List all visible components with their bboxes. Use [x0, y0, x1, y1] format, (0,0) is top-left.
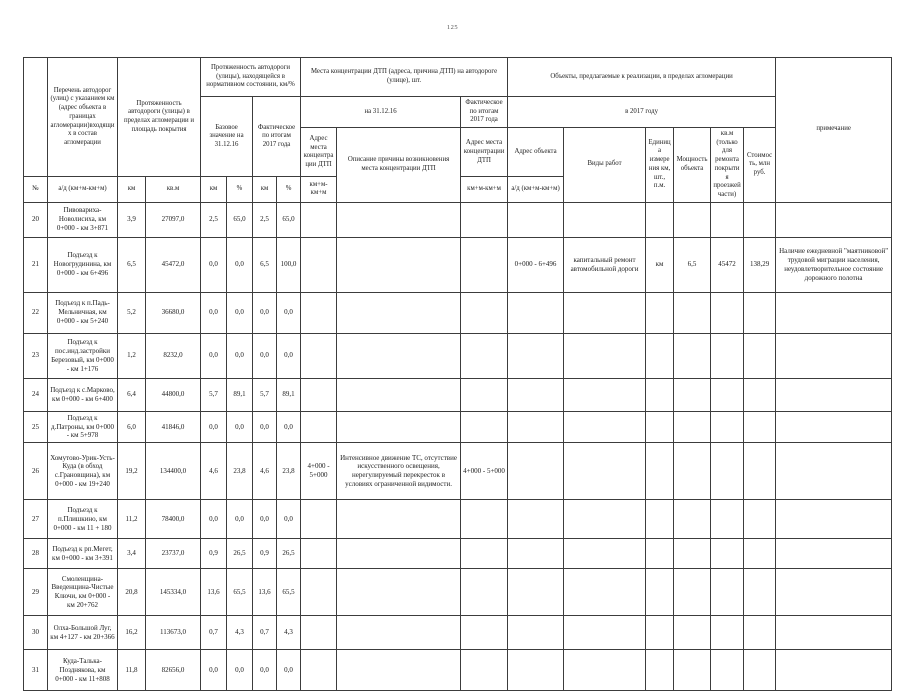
cell-fact-pct: 0,0	[277, 650, 301, 691]
cell-repair-area	[711, 539, 744, 569]
cell-base-pct: 0,0	[227, 333, 253, 378]
cell-row-number: 20	[24, 202, 48, 237]
header-roads-list: Перечень автодорог (улиц) с указанием км (адрес объекта в границах агломерации)входящих в состав агломерации	[48, 58, 118, 177]
cell-works	[564, 202, 646, 237]
cell-power: 6,5	[674, 237, 711, 292]
cell-dtp-addr-2016	[301, 237, 337, 292]
cell-fact-pct: 0,0	[277, 411, 301, 443]
cell-unit	[646, 539, 674, 569]
cell-fact-km: 0,0	[253, 292, 277, 333]
cell-length-km: 3,4	[118, 539, 146, 569]
header-fact-value: Фактическое по итогам 2017 года	[253, 97, 301, 177]
cell-note	[776, 202, 892, 237]
cell-dtp-addr-2017	[461, 202, 508, 237]
cell-dtp-addr-2016	[301, 569, 337, 616]
cell-cost	[744, 443, 776, 500]
cell-base-km: 0,9	[201, 539, 227, 569]
cell-dtp-reason	[337, 569, 461, 616]
unit-object-addr: а/д (км+м-км+м)	[508, 177, 564, 202]
cell-fact-km: 2,5	[253, 202, 277, 237]
cell-cost	[744, 569, 776, 616]
cell-dtp-addr-2016	[301, 378, 337, 411]
cell-length-km: 6,4	[118, 378, 146, 411]
cell-length-km: 11,8	[118, 650, 146, 691]
cell-area-sqm: 134400,0	[146, 443, 201, 500]
cell-row-number: 31	[24, 650, 48, 691]
table-row	[24, 378, 892, 411]
cell-unit	[646, 378, 674, 411]
cell-power	[674, 378, 711, 411]
cell-row-number: 23	[24, 333, 48, 378]
cell-repair-area	[711, 443, 744, 500]
cell-unit: км	[646, 237, 674, 292]
cell-unit	[646, 443, 674, 500]
cell-length-km: 19,2	[118, 443, 146, 500]
cell-area-sqm: 36680,0	[146, 292, 201, 333]
cell-unit	[646, 333, 674, 378]
cell-works	[564, 292, 646, 333]
cell-dtp-reason	[337, 539, 461, 569]
cell-unit	[646, 411, 674, 443]
cell-road-name: Смоленщина-Введенщина-Чистые Ключи, км 0+000 - км 20+762	[48, 569, 118, 616]
cell-fact-km: 0,7	[253, 616, 277, 650]
table-body	[24, 202, 892, 691]
cell-works	[564, 378, 646, 411]
header-power: Мощность объекта	[674, 128, 711, 203]
cell-dtp-reason	[337, 500, 461, 539]
cell-repair-area	[711, 202, 744, 237]
cell-area-sqm: 45472,0	[146, 237, 201, 292]
cell-area-sqm: 44800,0	[146, 378, 201, 411]
cell-object-addr	[508, 411, 564, 443]
cell-power	[674, 443, 711, 500]
cell-road-name: Пивовариха-Новолисиха, км 0+000 - км 3+871	[48, 202, 118, 237]
header-objects-group: Объекты, предлагаемые к реализации, в пределах агломерации	[508, 58, 776, 97]
cell-base-km: 0,0	[201, 292, 227, 333]
cell-note	[776, 616, 892, 650]
cell-fact-km: 5,7	[253, 378, 277, 411]
cell-road-name: Подъезд к пос.инд.застройки Березовый, км 0+000 - км 1+176	[48, 333, 118, 378]
cell-row-number: 22	[24, 292, 48, 333]
cell-length-km: 6,5	[118, 237, 146, 292]
unit-base-pct: %	[227, 177, 253, 202]
cell-length-km: 5,2	[118, 292, 146, 333]
header-norm-group: Протяженность автодороги (улицы), находящейся в нормативном состоянии, км/%	[201, 58, 301, 97]
cell-works	[564, 539, 646, 569]
cell-object-addr	[508, 500, 564, 539]
cell-row-number: 21	[24, 237, 48, 292]
header-works: Виды работ	[564, 128, 646, 203]
cell-repair-area	[711, 650, 744, 691]
cell-object-addr: 0+000 - 6+496	[508, 237, 564, 292]
cell-length-km: 3,9	[118, 202, 146, 237]
cell-object-addr	[508, 650, 564, 691]
header-num-spacer	[24, 58, 48, 177]
cell-repair-area	[711, 500, 744, 539]
cell-works	[564, 443, 646, 500]
cell-dtp-addr-2016	[301, 202, 337, 237]
unit-roads: а/д (км+м-км+м)	[48, 177, 118, 202]
header-note: примечание	[776, 58, 892, 203]
page-number: 125	[446, 24, 459, 31]
cell-base-km: 13,6	[201, 569, 227, 616]
cell-road-name: Хомутово-Урик-Усть-Куда (в обход с.Грановщина), км 0+000 - км 19+240	[48, 443, 118, 500]
cell-base-pct: 0,0	[227, 237, 253, 292]
table-row	[24, 616, 892, 650]
cell-note	[776, 539, 892, 569]
cell-dtp-addr-2017	[461, 292, 508, 333]
cell-dtp-reason	[337, 333, 461, 378]
cell-object-addr	[508, 202, 564, 237]
cell-length-km: 11,2	[118, 500, 146, 539]
cell-note	[776, 292, 892, 333]
table-row	[24, 411, 892, 443]
cell-road-name: Олха-Большой Луг, км 4+127 - км 20+366	[48, 616, 118, 650]
cell-area-sqm: 23737,0	[146, 539, 201, 569]
cell-road-name: Подъезд к п.Плишкино, км 0+000 - км 11 + 180	[48, 500, 118, 539]
cell-object-addr	[508, 443, 564, 500]
cell-object-addr	[508, 333, 564, 378]
cell-dtp-addr-2017	[461, 237, 508, 292]
cell-note	[776, 650, 892, 691]
unit-num: №	[24, 177, 48, 202]
cell-base-km: 0,0	[201, 650, 227, 691]
cell-dtp-reason	[337, 237, 461, 292]
cell-unit	[646, 500, 674, 539]
cell-power	[674, 539, 711, 569]
cell-base-km: 0,0	[201, 500, 227, 539]
cell-works	[564, 569, 646, 616]
cell-row-number: 29	[24, 569, 48, 616]
header-objects-year: в 2017 году	[508, 97, 776, 128]
cell-works	[564, 500, 646, 539]
cell-works	[564, 333, 646, 378]
cell-base-km: 0,0	[201, 237, 227, 292]
cell-note	[776, 411, 892, 443]
cell-note	[776, 569, 892, 616]
cell-note	[776, 378, 892, 411]
header-dtp-addr-2016: Адрес места концентрации ДТП	[301, 128, 337, 177]
unit-sqm: кв.м	[146, 177, 201, 202]
cell-base-pct: 4,3	[227, 616, 253, 650]
cell-dtp-addr-2017	[461, 569, 508, 616]
cell-object-addr	[508, 539, 564, 569]
header-length-group: Протяженность автодороги (улицы) в пределах агломерации и площадь покрытия	[118, 58, 201, 177]
cell-row-number: 30	[24, 616, 48, 650]
unit-dtp-addr-2016: км+м-км+м	[301, 177, 337, 202]
cell-dtp-reason	[337, 378, 461, 411]
header-object-addr: Адрес объекта	[508, 128, 564, 177]
cell-base-pct: 0,0	[227, 411, 253, 443]
unit-fact-km: км	[253, 177, 277, 202]
cell-fact-km: 0,0	[253, 650, 277, 691]
cell-fact-km: 0,0	[253, 500, 277, 539]
cell-dtp-reason	[337, 411, 461, 443]
cell-power	[674, 202, 711, 237]
cell-dtp-addr-2016: 4+000 - 5+000	[301, 443, 337, 500]
cell-object-addr	[508, 378, 564, 411]
cell-area-sqm: 113673,0	[146, 616, 201, 650]
cell-power	[674, 650, 711, 691]
header-dtp-date: на 31.12.16	[301, 97, 461, 128]
cell-power	[674, 411, 711, 443]
cell-cost	[744, 202, 776, 237]
table-row	[24, 569, 892, 616]
cell-base-pct: 65,5	[227, 569, 253, 616]
cell-row-number: 27	[24, 500, 48, 539]
cell-row-number: 24	[24, 378, 48, 411]
cell-fact-pct: 0,0	[277, 333, 301, 378]
cell-fact-km: 0,0	[253, 333, 277, 378]
cell-repair-area	[711, 569, 744, 616]
unit-base-km: км	[201, 177, 227, 202]
cell-dtp-addr-2017	[461, 411, 508, 443]
cell-unit	[646, 202, 674, 237]
cell-fact-pct: 65,0	[277, 202, 301, 237]
cell-length-km: 16,2	[118, 616, 146, 650]
cell-dtp-reason	[337, 292, 461, 333]
cell-dtp-addr-2017	[461, 378, 508, 411]
cell-row-number: 25	[24, 411, 48, 443]
cell-cost	[744, 539, 776, 569]
cell-base-km: 0,7	[201, 616, 227, 650]
cell-row-number: 28	[24, 539, 48, 569]
header-cost: Стоимость, млн руб.	[744, 128, 776, 203]
cell-repair-area	[711, 616, 744, 650]
table-row	[24, 292, 892, 333]
cell-fact-pct: 89,1	[277, 378, 301, 411]
cell-note	[776, 500, 892, 539]
cell-area-sqm: 78400,0	[146, 500, 201, 539]
cell-dtp-reason	[337, 202, 461, 237]
cell-works	[564, 616, 646, 650]
cell-fact-km: 13,6	[253, 569, 277, 616]
cell-repair-area	[711, 333, 744, 378]
cell-dtp-addr-2016	[301, 500, 337, 539]
cell-base-pct: 0,0	[227, 650, 253, 691]
cell-base-km: 2,5	[201, 202, 227, 237]
cell-cost	[744, 500, 776, 539]
header-base-value: Базовое значение на 31.12.16	[201, 97, 253, 177]
cell-power	[674, 616, 711, 650]
cell-unit	[646, 569, 674, 616]
cell-repair-area	[711, 411, 744, 443]
header-dtp-addr-2017: Адрес места концентрации ДТП	[461, 128, 508, 177]
cell-fact-pct: 0,0	[277, 500, 301, 539]
cell-road-name: Подъезд к с.Марково, км 0+000 - км 6+400	[48, 378, 118, 411]
header-repair-area: кв.м (только для ремонта покрытия проезжей части)	[711, 128, 744, 203]
cell-works	[564, 650, 646, 691]
table-row	[24, 443, 892, 500]
cell-dtp-addr-2016	[301, 411, 337, 443]
cell-works: капитальный ремонт автомобильной дороги	[564, 237, 646, 292]
cell-note	[776, 333, 892, 378]
header-dtp-reason: Описание причины возникновения места концентрации ДТП	[337, 128, 461, 203]
cell-cost	[744, 292, 776, 333]
unit-km: км	[118, 177, 146, 202]
cell-fact-pct: 26,5	[277, 539, 301, 569]
cell-fact-pct: 65,5	[277, 569, 301, 616]
cell-unit	[646, 650, 674, 691]
cell-base-km: 4,6	[201, 443, 227, 500]
cell-area-sqm: 41846,0	[146, 411, 201, 443]
cell-cost: 138,29	[744, 237, 776, 292]
cell-area-sqm: 82656,0	[146, 650, 201, 691]
cell-area-sqm: 27097,0	[146, 202, 201, 237]
cell-dtp-addr-2016	[301, 650, 337, 691]
cell-dtp-addr-2017: 4+000 - 5+000	[461, 443, 508, 500]
table-row	[24, 202, 892, 237]
cell-road-name: Подъезд к п.Падь-Мельничная, км 0+000 - км 5+240	[48, 292, 118, 333]
cell-fact-km: 6,5	[253, 237, 277, 292]
cell-dtp-addr-2017	[461, 500, 508, 539]
table-row	[24, 539, 892, 569]
cell-fact-pct: 0,0	[277, 292, 301, 333]
table-row	[24, 650, 892, 691]
cell-dtp-addr-2017	[461, 539, 508, 569]
cell-object-addr	[508, 292, 564, 333]
cell-cost	[744, 378, 776, 411]
cell-object-addr	[508, 569, 564, 616]
cell-base-km: 0,0	[201, 411, 227, 443]
roads-table	[23, 57, 892, 691]
cell-cost	[744, 333, 776, 378]
cell-unit	[646, 616, 674, 650]
cell-works	[564, 411, 646, 443]
cell-note: Наличие ежедневной "маятниковой" трудовой миграции населения, неудовлетворительное состояние дорожного полотна	[776, 237, 892, 292]
cell-repair-area: 45472	[711, 237, 744, 292]
cell-fact-km: 0,0	[253, 411, 277, 443]
cell-object-addr	[508, 616, 564, 650]
cell-road-name: Подъезд к рп.Мегет, км 0+000 - км 3+391	[48, 539, 118, 569]
cell-road-name: Подъезд к Новогрудинина, км 0+000 - км 6+496	[48, 237, 118, 292]
cell-length-km: 1,2	[118, 333, 146, 378]
cell-road-name: Подъезд к д.Патроны, км 0+000 - км 5+978	[48, 411, 118, 443]
cell-fact-pct: 4,3	[277, 616, 301, 650]
cell-fact-km: 4,6	[253, 443, 277, 500]
cell-dtp-addr-2016	[301, 539, 337, 569]
cell-dtp-reason	[337, 616, 461, 650]
cell-base-pct: 65,0	[227, 202, 253, 237]
cell-fact-km: 0,9	[253, 539, 277, 569]
cell-length-km: 6,0	[118, 411, 146, 443]
cell-power	[674, 292, 711, 333]
cell-dtp-reason	[337, 650, 461, 691]
cell-dtp-addr-2017	[461, 333, 508, 378]
unit-dtp-addr-2017: км+м-км+м	[461, 177, 508, 202]
cell-dtp-reason: Интенсивное движение ТС, отсутствие искусственного освещения, нерегулируемый перекресток в условиях ограниченной видимости.	[337, 443, 461, 500]
cell-fact-pct: 100,0	[277, 237, 301, 292]
header-dtp-group: Места концентрации ДТП (адреса, причина ДТП) на автодороге (улице), шт.	[301, 58, 508, 97]
header-unit: Единица измерения км, шт., п.м.	[646, 128, 674, 203]
cell-area-sqm: 145334,0	[146, 569, 201, 616]
cell-repair-area	[711, 292, 744, 333]
cell-dtp-addr-2016	[301, 292, 337, 333]
cell-dtp-addr-2016	[301, 616, 337, 650]
cell-power	[674, 500, 711, 539]
cell-note	[776, 443, 892, 500]
table-row	[24, 500, 892, 539]
cell-base-pct: 26,5	[227, 539, 253, 569]
cell-base-pct: 0,0	[227, 500, 253, 539]
cell-repair-area	[711, 378, 744, 411]
cell-dtp-addr-2017	[461, 650, 508, 691]
cell-cost	[744, 411, 776, 443]
header-dtp-fact: Фактическое по итогам 2017 года	[461, 97, 508, 128]
cell-unit	[646, 292, 674, 333]
cell-dtp-addr-2017	[461, 616, 508, 650]
cell-length-km: 20,8	[118, 569, 146, 616]
cell-power	[674, 333, 711, 378]
cell-base-pct: 23,8	[227, 443, 253, 500]
cell-dtp-addr-2016	[301, 333, 337, 378]
cell-power	[674, 569, 711, 616]
cell-base-pct: 0,0	[227, 292, 253, 333]
cell-cost	[744, 650, 776, 691]
cell-fact-pct: 23,8	[277, 443, 301, 500]
cell-cost	[744, 616, 776, 650]
unit-fact-pct: %	[277, 177, 301, 202]
cell-road-name: Куда-Талька-Позднякова, км 0+000 - км 11+808	[48, 650, 118, 691]
table-row	[24, 237, 892, 292]
cell-base-km: 5,7	[201, 378, 227, 411]
table-header	[24, 58, 892, 203]
table-row	[24, 333, 892, 378]
cell-row-number: 26	[24, 443, 48, 500]
cell-base-pct: 89,1	[227, 378, 253, 411]
cell-base-km: 0,0	[201, 333, 227, 378]
cell-area-sqm: 8232,0	[146, 333, 201, 378]
